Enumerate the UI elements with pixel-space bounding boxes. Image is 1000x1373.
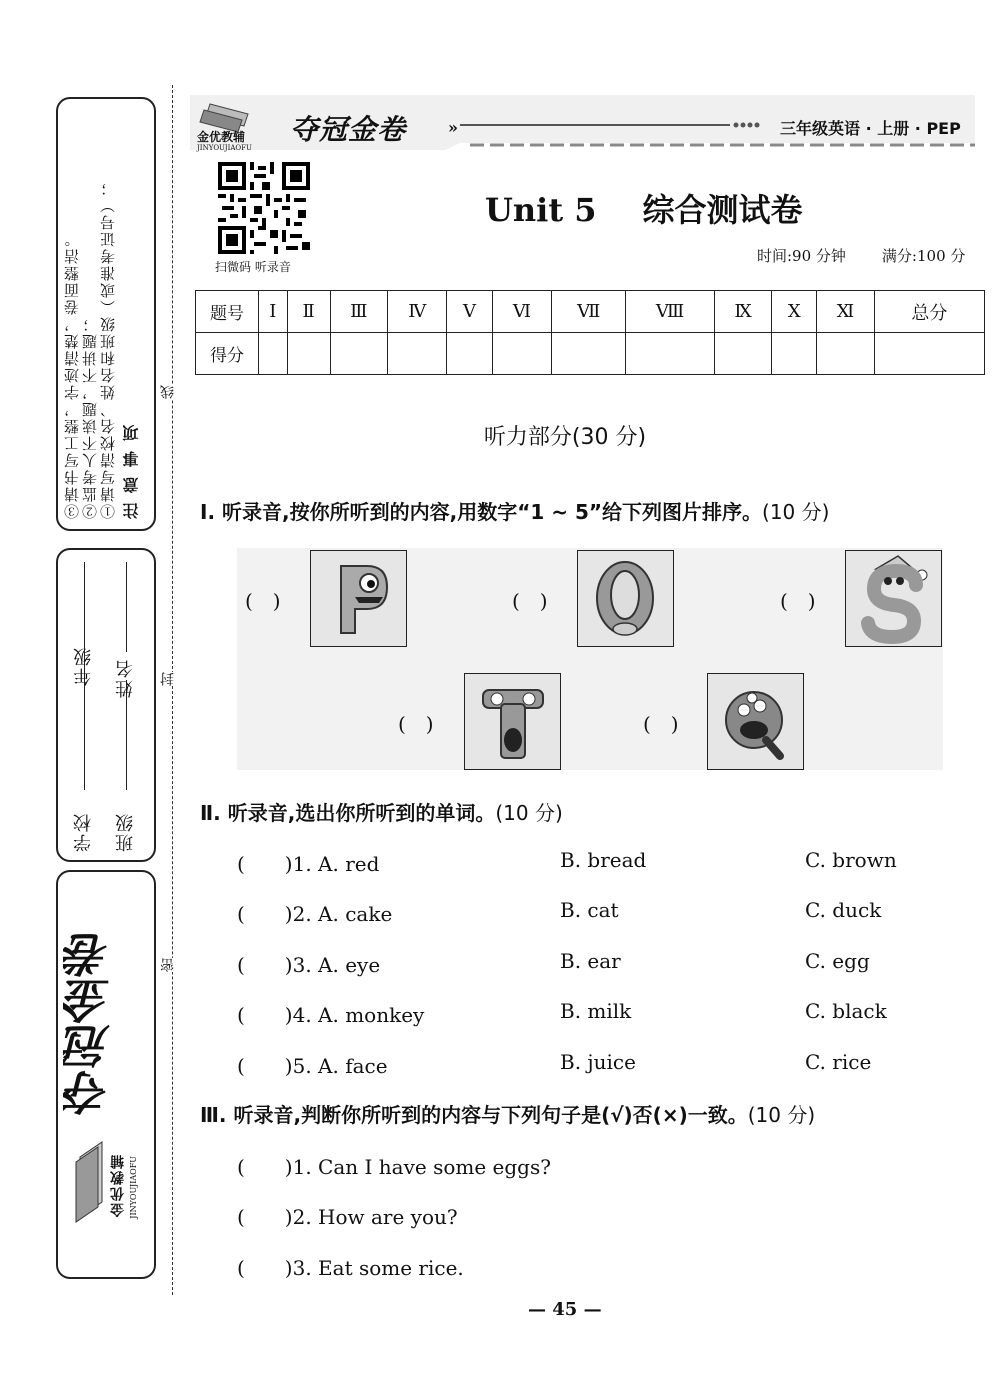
score-col-header: Ⅺ xyxy=(817,291,875,333)
cut-mark-seal: 封 xyxy=(160,672,176,686)
letter-s-picture xyxy=(845,550,942,647)
q2-item-4-option-b: B. milk xyxy=(560,999,632,1023)
grade-info: 三年级英语 · 上册 · PEP xyxy=(780,119,961,138)
q2-item-3-stem[interactable]: ( )3. A. eye xyxy=(237,953,381,977)
student-info-box xyxy=(56,548,156,862)
q2-item-1-option-b: B. bread xyxy=(560,848,647,872)
qr-caption: 扫微码 听录音 xyxy=(215,260,291,274)
q2-item-2-stem[interactable]: ( )2. A. cake xyxy=(237,902,393,926)
header-publisher-en: JINYOUJIAOFU xyxy=(197,144,252,152)
score-cell[interactable] xyxy=(447,333,492,375)
q2-item-3-option-c: C. egg xyxy=(805,949,870,973)
q2-item-3-option-b: B. ear xyxy=(560,949,621,973)
answer-paren-4[interactable]: ( ) xyxy=(398,712,434,736)
score-col-header: Ⅸ xyxy=(714,291,772,333)
question-2-title: Ⅱ. 听录音,选出你所听到的单词。(10 分) xyxy=(200,801,563,825)
letter-s-glyph: S xyxy=(891,611,892,612)
notice-line-2: ②监考人不读题，不讲题； xyxy=(81,315,99,519)
score-cell[interactable] xyxy=(287,333,330,375)
score-cell[interactable] xyxy=(626,333,715,375)
header-brand: 夺冠金卷 xyxy=(290,113,407,146)
notice-box xyxy=(56,97,156,531)
score-col-header: Ⅶ xyxy=(552,291,626,333)
time-info xyxy=(757,245,965,266)
score-label: 得分 xyxy=(196,333,259,375)
score-cell[interactable] xyxy=(388,333,447,375)
brand-vertical: 夺冠金卷 xyxy=(63,932,117,1116)
full-score: 满分:100 分 xyxy=(881,247,966,265)
unit-label: Unit 5 xyxy=(485,191,597,229)
score-table-header-row xyxy=(196,291,985,333)
score-col-header: Ⅰ xyxy=(259,291,288,333)
binding-cut-line xyxy=(172,85,173,1295)
brand-arrow-icon: » xyxy=(448,118,458,137)
q2-item-4-option-c: C. black xyxy=(805,999,887,1023)
header-publisher: 金优教辅 xyxy=(197,130,246,144)
score-col-header: Ⅴ xyxy=(447,291,492,333)
q3-item-2[interactable]: ( )2. How are you? xyxy=(237,1205,458,1229)
score-cell[interactable] xyxy=(772,333,817,375)
score-cell[interactable] xyxy=(552,333,626,375)
q2-item-4-stem[interactable]: ( )4. A. monkey xyxy=(237,1003,425,1027)
name-blank[interactable] xyxy=(126,562,127,652)
page-title xyxy=(485,185,803,231)
score-cell[interactable] xyxy=(714,333,772,375)
notice-label: 注意事项 xyxy=(122,415,141,519)
brand-box xyxy=(56,870,156,1279)
answer-paren-2[interactable]: ( ) xyxy=(512,589,548,613)
question-1-title: Ⅰ. 听录音,按你所听到的内容,用数字“1 ~ 5”给下列图片排序。(10 分) xyxy=(200,500,830,524)
score-table xyxy=(195,290,985,375)
grade-blank[interactable] xyxy=(84,562,85,642)
notice-line-3: ③请书写工整，字迹清楚，卷面整洁。 xyxy=(63,230,81,519)
score-col-header: Ⅲ xyxy=(330,291,388,333)
side-logo-icon xyxy=(72,1137,106,1227)
letter-q-picture xyxy=(707,673,804,770)
notice-line-1: ①请写清校名、姓名和班级（或准考证号）； xyxy=(99,179,117,519)
class-label: 班级 xyxy=(115,812,136,852)
q2-item-1-option-c: C. brown xyxy=(805,848,897,872)
q2-item-2-option-b: B. cat xyxy=(560,898,619,922)
q3-item-1[interactable]: ( )1. Can I have some eggs? xyxy=(237,1155,551,1179)
score-cell[interactable] xyxy=(492,333,552,375)
answer-paren-5[interactable]: ( ) xyxy=(643,712,679,736)
score-col-header: Ⅵ xyxy=(492,291,552,333)
score-cell[interactable] xyxy=(259,333,288,375)
score-cell-total[interactable] xyxy=(874,333,984,375)
q2-item-5-option-b: B. juice xyxy=(560,1050,636,1074)
listening-section-title: 听力部分(30 分) xyxy=(483,425,647,450)
score-col-header: Ⅹ xyxy=(772,291,817,333)
score-table-score-row xyxy=(196,333,985,375)
school-label: 学校 xyxy=(73,812,94,852)
score-cell[interactable] xyxy=(330,333,388,375)
answer-paren-3[interactable]: ( ) xyxy=(780,589,816,613)
qr-code-icon[interactable] xyxy=(218,162,310,254)
q2-item-5-stem[interactable]: ( )5. A. face xyxy=(237,1054,388,1078)
time-limit: 时间:90 分钟 xyxy=(757,247,846,265)
score-col-header-total: 总分 xyxy=(874,291,984,333)
score-col-header: Ⅱ xyxy=(287,291,330,333)
q2-item-5-option-c: C. rice xyxy=(805,1050,872,1074)
grade-label: 年级 xyxy=(73,646,94,686)
side-publisher-en: JINYOUJIAOFU xyxy=(129,1156,138,1219)
letter-o-picture xyxy=(577,550,674,647)
question-3-title: Ⅲ. 听录音,判断你所听到的内容与下列句子是(√)否(×)一致。(10 分) xyxy=(200,1103,816,1127)
score-col-header: Ⅷ xyxy=(626,291,715,333)
question-number-label: 题号 xyxy=(196,291,259,333)
letter-p-picture xyxy=(310,550,407,647)
score-col-header: Ⅳ xyxy=(388,291,447,333)
page-number: — 45 — xyxy=(528,1299,602,1320)
q2-item-1-stem[interactable]: ( )1. A. red xyxy=(237,852,380,876)
cut-mark-secret: 密 xyxy=(160,958,176,972)
name-label: 姓名 xyxy=(115,658,136,698)
cut-mark-line: 线 xyxy=(160,385,176,399)
q3-item-3[interactable]: ( )3. Eat some rice. xyxy=(237,1256,464,1280)
score-cell[interactable] xyxy=(817,333,875,375)
answer-paren-1[interactable]: ( ) xyxy=(245,589,281,613)
q2-item-2-option-c: C. duck xyxy=(805,898,882,922)
test-name: 综合测试卷 xyxy=(642,191,803,229)
letter-t-picture xyxy=(464,673,561,770)
side-publisher: 金优教辅 xyxy=(110,1153,126,1217)
